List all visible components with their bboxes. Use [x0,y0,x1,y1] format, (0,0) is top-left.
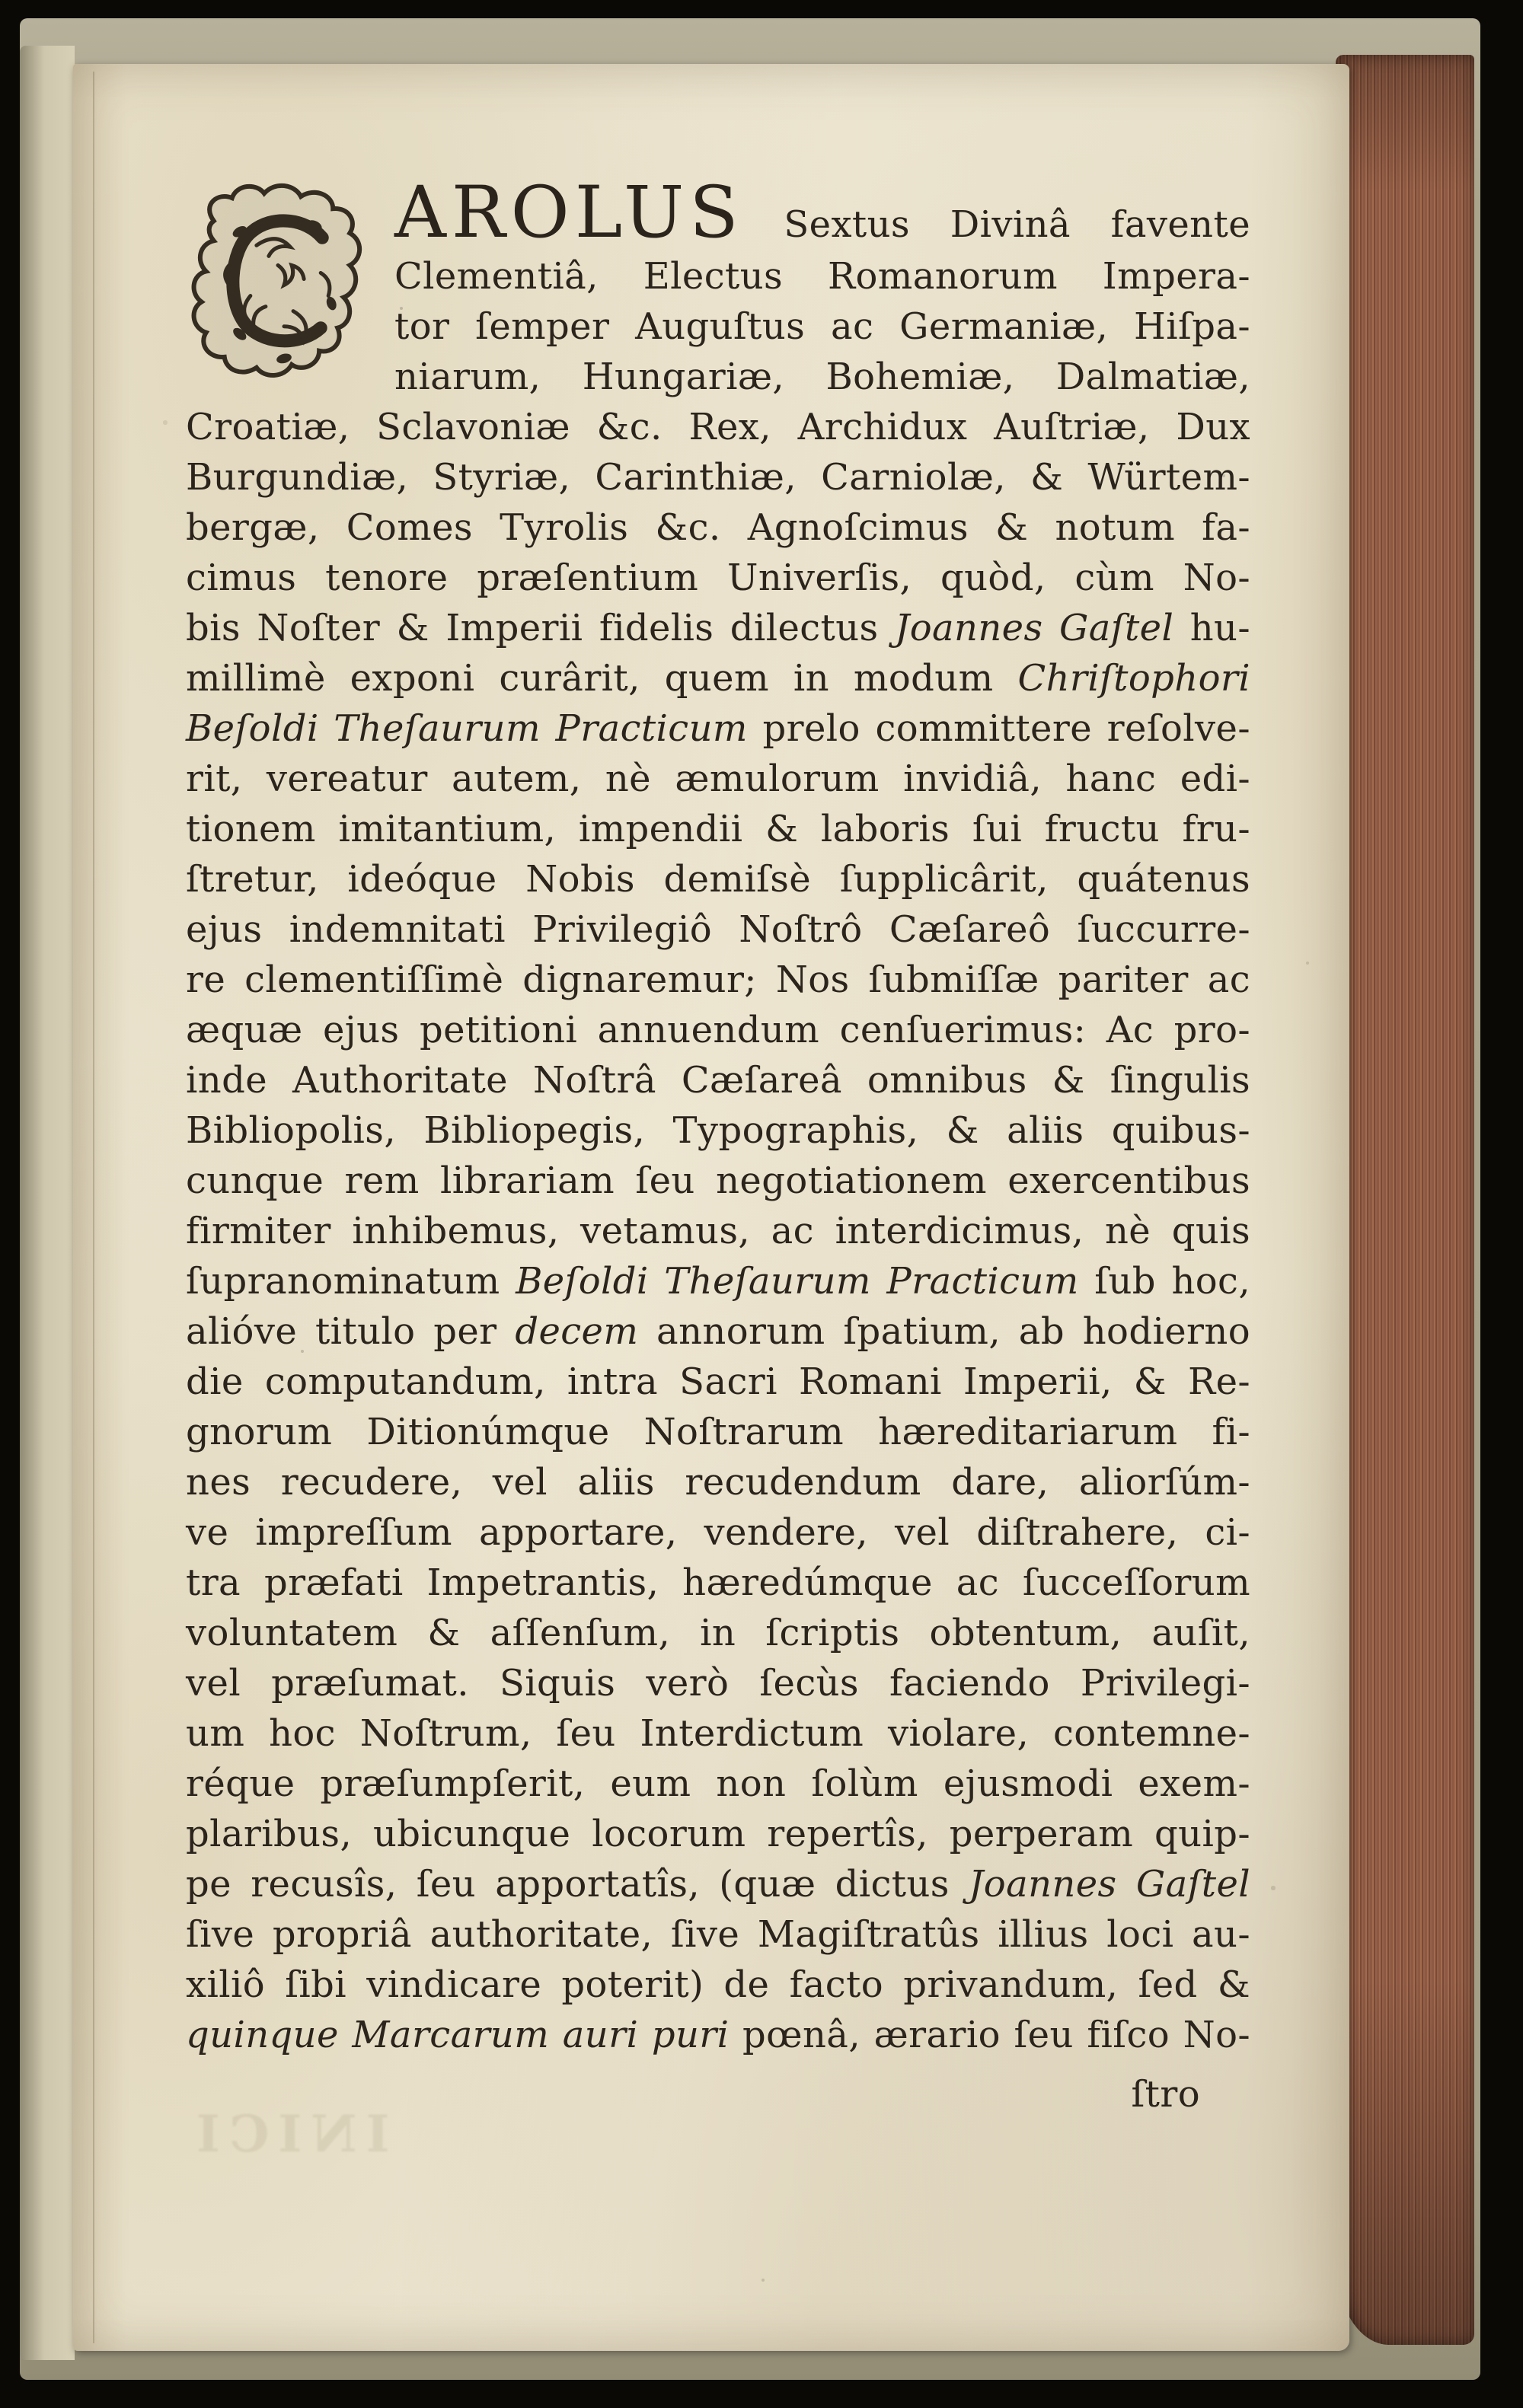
text-segment: alióve titulo per [186,1310,516,1353]
text-segment: plaribus, ubicunque locorum repertîs, perperam quip- [186,1813,1250,1855]
text-line [186,653,1250,703]
text-line [186,1558,1250,1608]
text-line [186,603,1250,653]
catchword: ſtro [1131,2073,1200,2116]
text-segment: Bibliopolis, Bibliopegis, Typographis, & aliis quibus- [186,1109,1250,1152]
text-segment: Burgundiæ, Styriæ, Carinthiæ, Carniolæ, & Würtem- [186,456,1250,499]
text-segment: prelo committere reſolve- [747,707,1250,750]
text-block [186,171,1251,2119]
text-line [186,402,1250,452]
text-line [186,553,1250,603]
body-lines [186,251,1250,2060]
text-line [186,955,1250,1005]
text-segment: um hoc Noſtrum, ſeu Interdictum violare, contemne- [186,1712,1250,1755]
text-line [186,1407,1250,1457]
text-segment: vel præſumat. Siquis verò ſecùs faciendo Privilegi- [186,1662,1250,1705]
text-segment: niarum, Hungariæ, Bohemiæ, Dalmatiæ, [394,356,1250,398]
text-segment: die computandum, intra Sacri Romani Imperii, & Re- [186,1360,1250,1403]
text-segment: gnorum Ditionúmque Noſtrarum hæreditariarum fi- [186,1411,1250,1453]
text-line [186,1809,1250,1859]
text-segment: tra præfati Impetrantis, hæredúmque ac ſucceſſorum [186,1561,1250,1604]
text-line [186,1708,1250,1759]
text-segment: cimus tenore præſentium Univerſis, quòd, cùm No- [186,557,1250,599]
text-segment: bergæ, Comes Tyrolis &c. Agnoſcimus & notum fa- [186,506,1250,549]
heading-large-text: AROLUS [394,171,744,254]
text-segment: re clementiſſimè dignaremur; Nos ſubmiſſæ pariter ac [186,958,1250,1001]
text-line [186,804,1250,854]
italic-text-segment: quinque Marcarum auri puri [186,2014,730,2056]
text-segment: nes recudere, vel aliis recudendum dare, aliorſúm- [186,1461,1250,1504]
text-line [186,1306,1250,1357]
text-segment: rit, vereatur autem, nè æmulorum invidiâ, hanc edi- [186,757,1250,800]
text-segment: firmiter inhibemus, vetamus, ac interdicimus, nè quis [186,1210,1250,1252]
text-line [186,1457,1250,1507]
italic-text-segment: Beſoldi Theſaurum Practicum [186,707,748,750]
book-binding-edge [20,46,75,2360]
text-segment: ve impreſſum apportare, vendere, vel diſtrahere, ci- [186,1511,1250,1554]
text-segment: tionem imitantium, impendii & laboris ſui fructu fru- [186,808,1250,850]
text-segment: ſtretur, ideóque Nobis demiſsè ſupplicârit, quátenus [186,858,1250,901]
ink-specks [73,64,75,65]
text-segment: voluntatem & aſſenſum, in ſcriptis obtentum, auſit, [186,1612,1250,1654]
text-line [186,1005,1250,1055]
text-segment: millimè exponi curârit, quem in modum [186,657,1018,700]
text-segment: Clementiâ, Electus Romanorum Impera- [394,255,1250,298]
book [20,18,1480,2380]
book-fore-edge [1336,55,1474,2345]
italic-text-segment: Chriſtophori [1017,657,1250,700]
text-line [186,502,1250,553]
text-segment: ejus indemnitati Privilegiô Noſtrô Cæſareô ſuccurre- [186,908,1250,951]
text-line [186,2010,1250,2060]
text-line [186,1357,1250,1407]
text-line [186,1859,1250,1909]
text-segment: ſupranominatum [186,1260,516,1303]
text-line [186,854,1250,904]
italic-text-segment: decem [515,1310,639,1353]
text-segment: annorum ſpatium, ab hodierno [638,1310,1250,1353]
text-segment: cunque rem librariam ſeu negotiationem exercentibus [186,1159,1250,1202]
text-line [186,1256,1250,1306]
text-line [186,904,1250,955]
woodcut-initial-icon [186,181,378,384]
heading-rest-text: Sextus Divinâ favente [743,203,1250,246]
text-segment: Croatiæ, Sclavoniæ &c. Rex, Archidux Auſtriæ, Dux [186,406,1250,448]
text-line [186,1105,1250,1156]
text-segment: réque præſumpſerit, eum non ſolùm ejusmodi exem- [186,1762,1250,1805]
text-segment: ſub hoc, [1078,1260,1251,1303]
show-through-text: INICI [187,2104,390,2164]
text-line [186,1055,1250,1105]
text-segment: inde Authoritate Noſtrâ Cæſareâ omnibus & ſingulis [186,1059,1250,1102]
text-line [186,754,1250,804]
italic-text-segment: Joannes Gaſtel [969,1863,1250,1906]
catchword-line [186,2069,1250,2119]
text-line [186,1960,1250,2010]
text-segment: xiliô ſibi vindicare poterit) de facto privandum, ſed & [186,1963,1250,2006]
text-line [186,1658,1250,1708]
page [73,64,1349,2351]
woodcut-initial [186,181,378,384]
text-line [186,703,1250,754]
text-line [186,1156,1250,1206]
text-line [186,1759,1250,1809]
text-line [186,1507,1250,1558]
text-segment: pœnâ, ærario ſeu fiſco No- [729,2014,1250,2056]
text-line [186,1909,1250,1960]
text-segment: æquæ ejus petitioni annuendum cenſuerimus: Ac pro- [186,1009,1250,1051]
text-segment: tor ſemper Auguſtus ac Germaniæ, Hiſpa- [394,305,1250,348]
text-segment: ſive propriâ authoritate, ſive Magiſtratûs illius loci au- [186,1913,1250,1956]
italic-text-segment: Beſoldi Theſaurum Practicum [516,1260,1079,1303]
text-line [186,1608,1250,1658]
text-segment: bis Noſter & Imperii fidelis dilectus [186,607,896,649]
text-segment: pe recusîs, ſeu apportatîs, (quæ dictus [186,1863,969,1906]
text-line [186,1206,1250,1256]
text-segment: hu- [1173,607,1250,649]
italic-text-segment: Joannes Gaſtel [895,607,1174,649]
text-line [186,452,1250,502]
